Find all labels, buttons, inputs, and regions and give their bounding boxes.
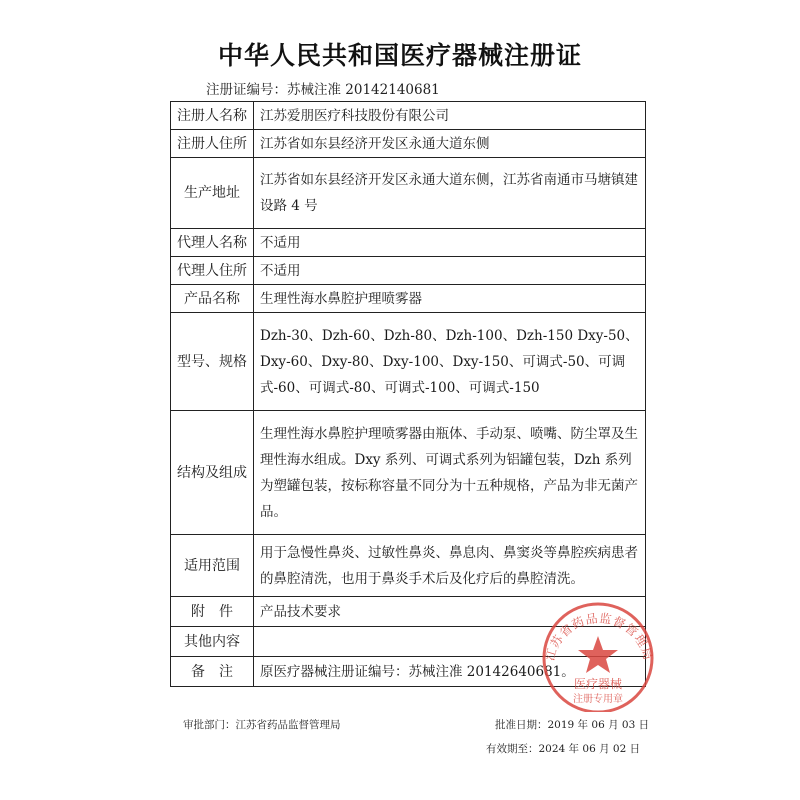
valid-until: 有效期至：2024 年 06 月 02 日 [486, 743, 641, 755]
svg-text:江苏省药品监督管理局: 江苏省药品监督管理局 [542, 611, 656, 663]
table-row [171, 130, 646, 158]
table-row [171, 229, 646, 257]
row-label: 备注 [171, 657, 254, 687]
row-label: 注册人名称 [171, 102, 254, 130]
row-label: 附件 [171, 597, 254, 627]
row-value: 江苏爱朋医疗科技股份有限公司 [254, 102, 646, 130]
row-label: 型号、规格 [171, 313, 254, 411]
row-value: Dzh-30、Dzh-60、Dzh-80、Dzh-100、Dzh-150 Dxy-50、Dxy-60、Dxy-80、Dxy-100、Dxy-150、可调式-50、可调式-60、可调式-80、可调式-100、可调式-150 [254, 313, 646, 411]
row-label: 产品名称 [171, 285, 254, 313]
svg-text:注册专用章: 注册专用章 [573, 694, 623, 705]
table-row [171, 411, 646, 535]
row-label: 其他内容 [171, 627, 254, 657]
approval-date: 批准日期：2019 年 06 月 03 日 [495, 719, 650, 731]
svg-text:医疗器械: 医疗器械 [573, 677, 623, 691]
row-value: 产品技术要求 [254, 597, 646, 627]
table-row [171, 627, 646, 657]
row-label: 适用范围 [171, 535, 254, 597]
table-row [171, 257, 646, 285]
registration-number: 注册证编号：苏械注准 20142140681 [206, 82, 440, 98]
table-row [171, 102, 646, 130]
certificate-title: 中华人民共和国医疗器械注册证 [217, 41, 582, 70]
row-value [254, 627, 646, 657]
table-row [171, 597, 646, 627]
table-row [171, 535, 646, 597]
row-value: 原医疗器械注册证编号：苏械注准 20142640681。 [254, 657, 646, 687]
row-value: 生理性海水鼻腔护理喷雾器由瓶体、手动泵、喷嘴、防尘罩及生理性海水组成。Dxy 系列、可调式系列为铝罐包装，Dzh 系列为塑罐包装，按标称容量不同分为十五种规格，产品为非无菌产品。 [254, 411, 646, 535]
certificate-table [170, 101, 646, 687]
table-row [171, 158, 646, 229]
table-row [171, 657, 646, 687]
row-label: 注册人住所 [171, 130, 254, 158]
approval-department: 审批部门：江苏省药品监督管理局 [183, 719, 341, 731]
row-value: 生理性海水鼻腔护理喷雾器 [254, 285, 646, 313]
row-label: 结构及组成 [171, 411, 254, 535]
row-value: 用于急慢性鼻炎、过敏性鼻炎、鼻息肉、鼻窦炎等鼻腔疾病患者的鼻腔清洗，也用于鼻炎手术后及化疗后的鼻腔清洗。 [254, 535, 646, 597]
table-row [171, 313, 646, 411]
row-label: 生产地址 [171, 158, 254, 229]
row-value: 不适用 [254, 229, 646, 257]
row-value: 不适用 [254, 257, 646, 285]
row-label: 代理人名称 [171, 229, 254, 257]
table-row [171, 285, 646, 313]
row-value: 江苏省如东县经济开发区永通大道东侧，江苏省南通市马塘镇建设路 4 号 [254, 158, 646, 229]
row-value: 江苏省如东县经济开发区永通大道东侧 [254, 130, 646, 158]
row-label: 代理人住所 [171, 257, 254, 285]
